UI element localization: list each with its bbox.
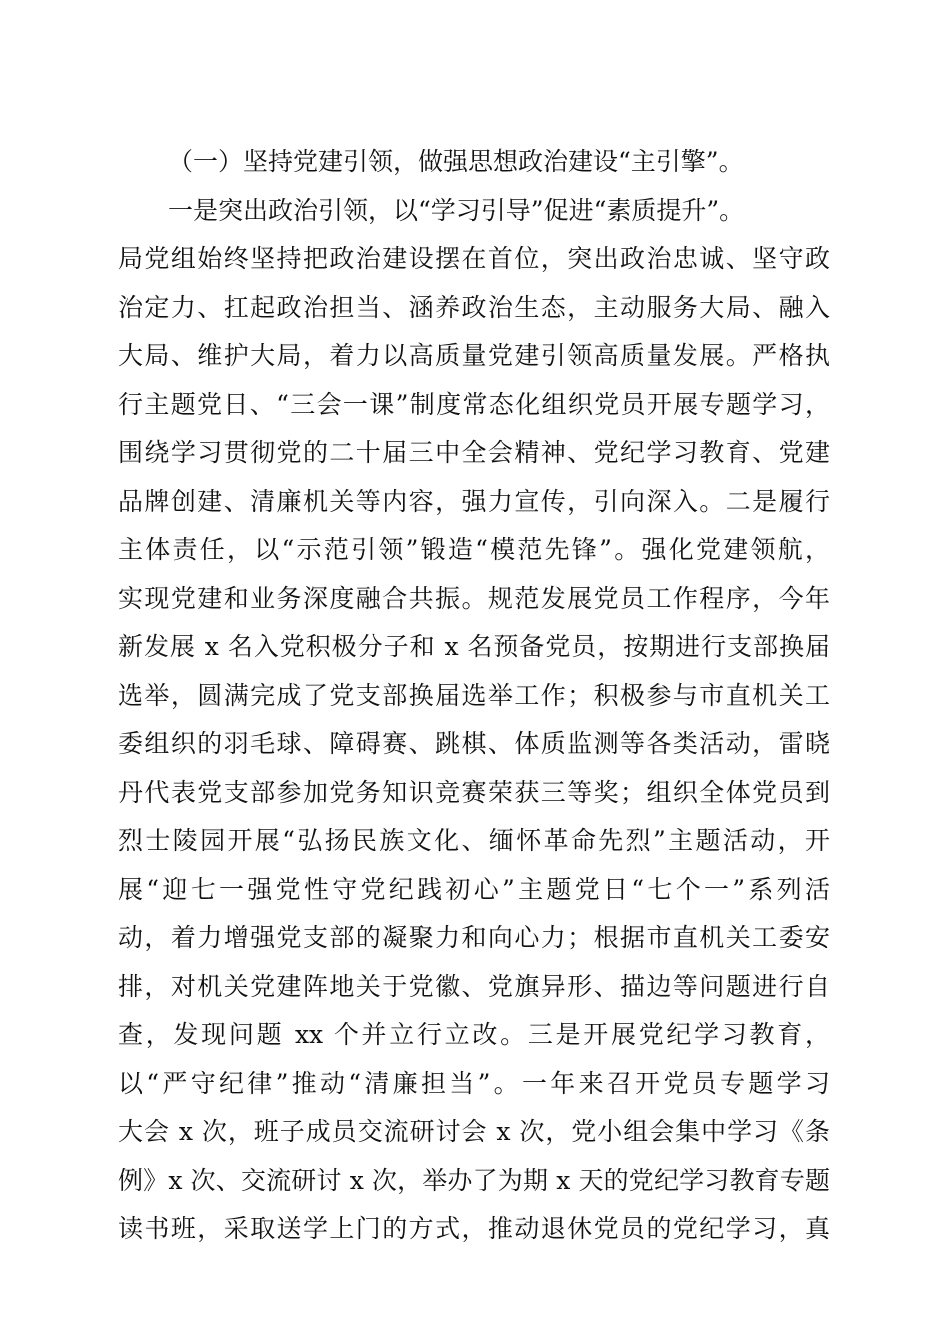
paragraph-line: 治定力、扛起政治担当、涵养政治生态，主动服务大局、融入 [118,292,830,322]
paragraph-line: 新发展 x 名入党积极分子和 x 名预备党员，按期进行支部换届 [118,632,830,661]
section-heading: （一）坚持党建引领，做强思想政治建设“主引擎”。 [168,147,744,176]
paragraph-line: 大会 x 次，班子成员交流研讨会 x 次，党小组会集中学习《条 [118,1117,830,1146]
paragraph-line: 实现党建和业务深度融合共振。规范发展党员工作程序，今年 [118,583,830,613]
paragraph-line: 例》x 次、交流研讨 x 次，举办了为期 x 天的党纪学习教育专题 [118,1165,830,1195]
paragraph-line: 一是突出政治引领，以“学习引导”促进“素质提升”。 [168,195,745,225]
paragraph-line: 围绕学习贯彻党的二十届三中全会精神、党纪学习教育、党建 [118,438,830,467]
paragraph-line: 以“严守纪律”推动“清廉担当”。一年来召开党员专题学习 [118,1068,830,1098]
paragraph-line: 大局、维护大局，着力以高质量党建引领高质量发展。严格执 [118,341,830,370]
paragraph-line: 品牌创建、清廉机关等内容，强力宣传，引向深入。二是履行 [118,486,830,516]
document-body [118,138,830,1254]
paragraph-line: 局党组始终坚持把政治建设摆在首位，突出政治忠诚、坚守政 [118,244,830,273]
paragraph-line: 主体责任，以“示范引领”锻造“模范先锋”。强化党建领航， [118,535,830,564]
paragraph-line: 丹代表党支部参加党务知识竞赛荣获三等奖；组织全体党员到 [118,777,830,807]
paragraph-line: 查，发现问题 xx 个并立行立改。三是开展党纪学习教育， [118,1020,830,1049]
paragraph-line: 动，着力增强党支部的凝聚力和向心力；根据市直机关工委安 [118,923,830,952]
paragraph-line: 展“迎七一强党性守党纪践初心”主题党日“七个一”系列活 [118,874,830,904]
paragraph-line: 委组织的羽毛球、障碍赛、跳棋、体质监测等各类活动，雷晓 [118,729,830,758]
paragraph-line: 行主题党日、“三会一课”制度常态化组织党员开展专题学习， [118,389,830,419]
paragraph-line: 选举，圆满完成了党支部换届选举工作；积极参与市直机关工 [118,680,830,710]
paragraph-line: 读书班，采取送学上门的方式，推动退休党员的党纪学习，真 [118,1214,830,1243]
paragraph-line: 烈士陵园开展“弘扬民族文化、缅怀革命先烈”主题活动，开 [118,826,830,855]
paragraph-line: 排，对机关党建阵地关于党徽、党旗异形、描边等问题进行自 [118,971,830,1001]
